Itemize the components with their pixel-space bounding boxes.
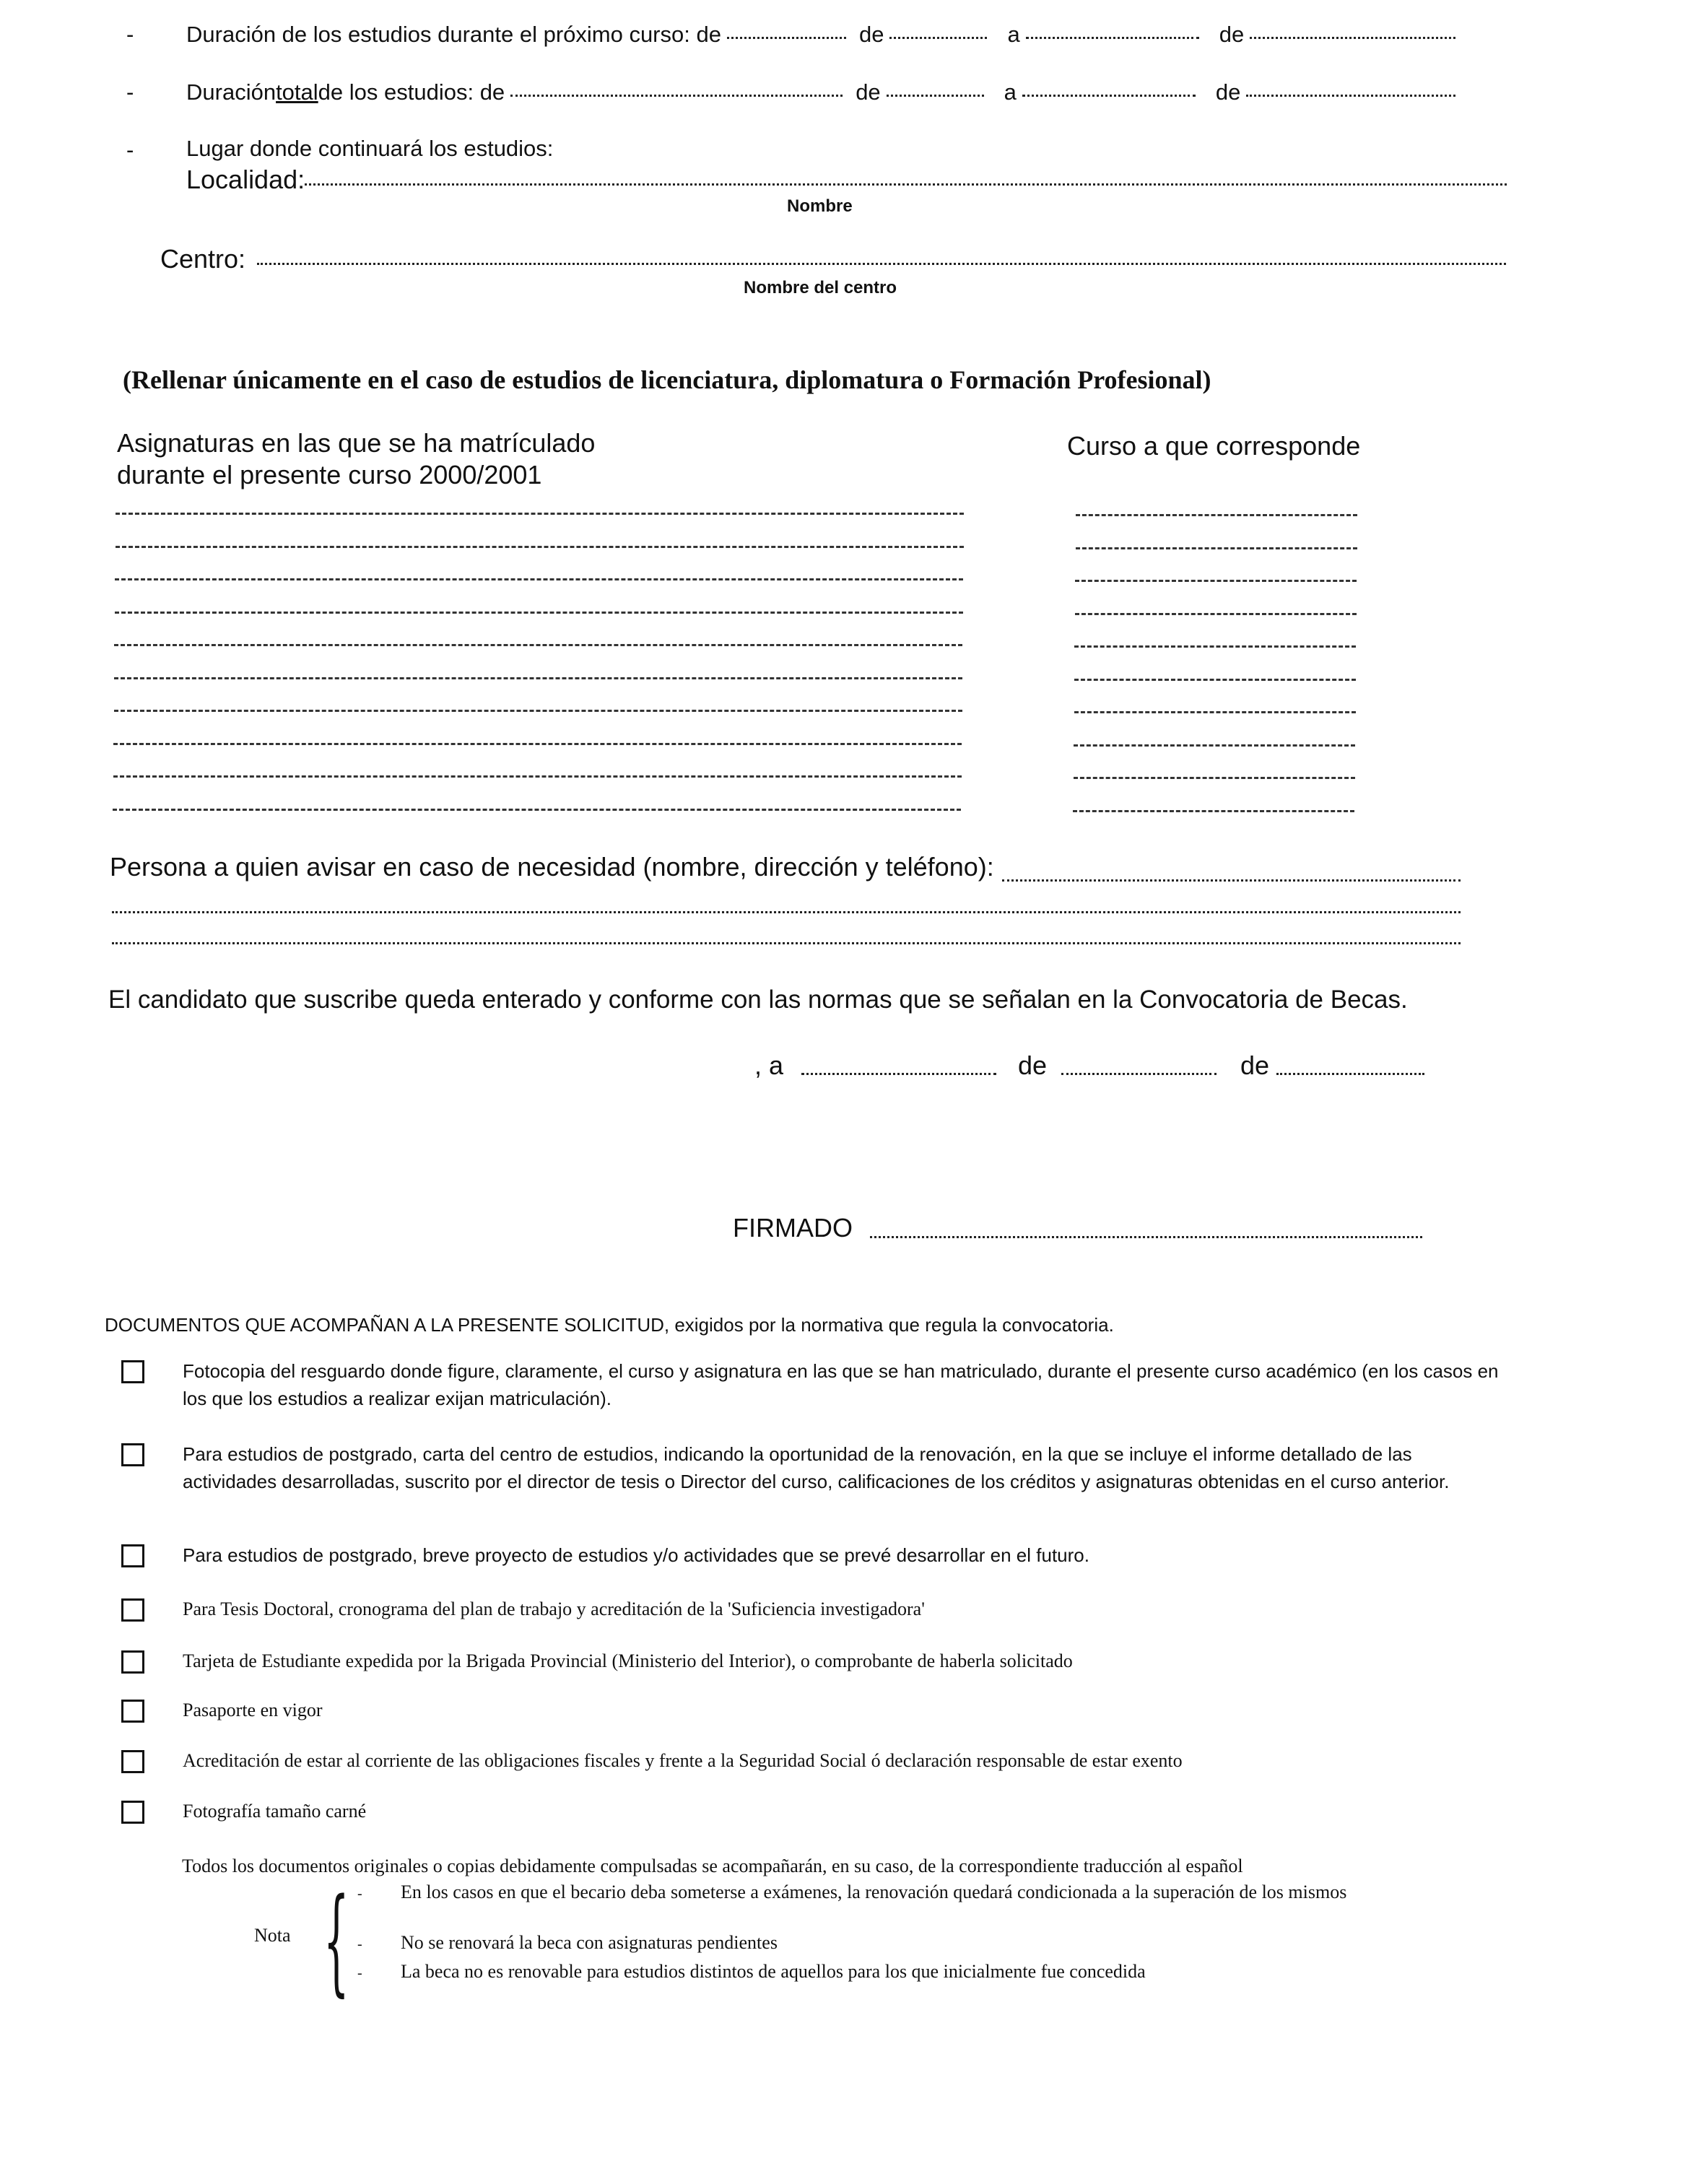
duracion-total-to-field[interactable] <box>1022 95 1196 97</box>
persona-field-line-1[interactable] <box>1002 879 1461 882</box>
document-item-text: Fotografía tamaño carné <box>183 1801 367 1822</box>
centro-field[interactable] <box>257 263 1506 265</box>
localidad-label: Localidad: <box>186 165 305 194</box>
localidad-field[interactable] <box>305 183 1507 186</box>
asignatura-field[interactable] <box>113 775 962 778</box>
asignatura-field[interactable] <box>115 578 963 580</box>
left-header-line2: durante el presente curso 2000/2001 <box>117 460 542 490</box>
curso-field[interactable] <box>1074 711 1356 713</box>
asignaturas-left-header <box>117 427 595 491</box>
nota-dash: - <box>357 1936 362 1952</box>
document-checkbox[interactable] <box>121 1650 144 1674</box>
a-label: a <box>1007 22 1020 47</box>
document-checkbox[interactable] <box>121 1801 144 1824</box>
asignatura-field[interactable] <box>115 612 963 614</box>
document-item-text: Acreditación de estar al corriente de las obligaciones fiscales y frente a la Seguridad Social ó declaración responsable de estar exento <box>183 1750 1183 1771</box>
curso-field[interactable] <box>1074 645 1356 648</box>
duracion-total-to-year-field[interactable] <box>1246 95 1455 97</box>
persona-field-line-3[interactable] <box>112 942 1461 944</box>
nota-item-1: En los casos en que el becario deba someterse a exámenes, la renovación quedará condicionada a la superación de los mismos <box>401 1881 1347 1902</box>
centro-row <box>160 244 1512 274</box>
document-item-text: Fotocopia del resguardo donde figure, claramente, el curso y asignatura en las que se han matriculado, durante el presente curso académico (en los casos en los que los estudios a realizar exijan matriculación). <box>183 1360 1499 1409</box>
asignatura-field[interactable] <box>116 546 964 548</box>
duracion-proximo-from-year-field[interactable] <box>889 37 987 39</box>
left-header-line1: Asignaturas en las que se ha matrículado <box>117 428 596 458</box>
document-item-text: Tarjeta de Estudiante expedida por la Brigada Provincial (Ministerio del Interior), o comprobante de haberla solicitado <box>183 1650 1073 1671</box>
document-checkbox[interactable] <box>121 1598 144 1622</box>
curso-field[interactable] <box>1073 810 1354 812</box>
de-label: de <box>1219 22 1245 47</box>
curso-field[interactable] <box>1075 613 1357 615</box>
curso-field[interactable] <box>1075 580 1357 582</box>
de-label: de <box>856 79 881 105</box>
asignatura-field[interactable] <box>114 710 962 712</box>
conformidad-text: El candidato que suscribe queda enterado y conforme con las normas que se señalan en la Convocatoria de Becas. <box>108 986 1408 1014</box>
firmado-label: FIRMADO <box>733 1213 853 1243</box>
nota-item-2: No se renovará la beca con asignaturas pendientes <box>401 1932 778 1953</box>
fecha-mes-field[interactable] <box>1276 1073 1424 1075</box>
asignatura-field[interactable] <box>114 644 962 646</box>
fecha-a-label: , a <box>754 1050 784 1080</box>
persona-field-line-2[interactable] <box>112 911 1461 913</box>
notas-intro: Todos los documentos originales o copias debidamente compulsadas se acompañarán, en su caso, de la correspondiente traducción al español <box>182 1855 1243 1876</box>
duracion-total-from-year-field[interactable] <box>887 95 984 97</box>
document-checkbox[interactable] <box>121 1700 144 1723</box>
document-item-text: Pasaporte en vigor <box>183 1700 323 1720</box>
duracion-proximo-from-field[interactable] <box>727 37 846 39</box>
localidad-row <box>186 165 1513 195</box>
localidad-caption: Nombre <box>787 196 853 216</box>
document-item-text: Para estudios de postgrado, carta del centro de estudios, indicando la oportunidad de la renovación, en la que se incluye el informe detallado de las actividades desarrolladas, suscrito por el director de tesis o Director del curso, calificaciones de los créditos y asignaturas obtenidas en el curso anterior. <box>183 1443 1450 1492</box>
duracion-proximo-row <box>186 22 1461 48</box>
asignatura-field[interactable] <box>113 743 962 745</box>
document-item-text: Para estudios de postgrado, breve proyecto de estudios y/o actividades que se prevé desarrollar en el futuro. <box>183 1544 1089 1566</box>
documentos-title-rest: exigidos por la normativa que regula la convocatoria. <box>669 1314 1114 1336</box>
nota-dash: - <box>357 1886 362 1902</box>
nota-label: Nota <box>254 1925 291 1946</box>
document-checkbox[interactable] <box>121 1360 144 1383</box>
duracion-proximo-to-year-field[interactable] <box>1250 37 1455 39</box>
fecha-de2-label: de <box>1240 1050 1270 1080</box>
duracion-total-label-pre: Duración <box>186 79 277 105</box>
duracion-total-label-underlined: total <box>276 79 318 105</box>
document-checkbox[interactable] <box>121 1544 144 1567</box>
duracion-total-row <box>186 79 1461 105</box>
de-label: de <box>1215 79 1241 105</box>
asignatura-field[interactable] <box>113 809 961 811</box>
curso-field[interactable] <box>1074 679 1356 681</box>
bullet-dash: - <box>126 137 134 162</box>
curso-field[interactable] <box>1074 777 1355 779</box>
duracion-proximo-to-field[interactable] <box>1026 37 1199 39</box>
asignaturas-heading: (Rellenar únicamente en el caso de estudios de licenciatura, diplomatura o Formación Profesional) <box>123 365 1211 394</box>
documentos-title <box>105 1314 1114 1336</box>
curso-field[interactable] <box>1074 744 1355 747</box>
duracion-total-from-field[interactable] <box>510 95 843 97</box>
document-checkbox[interactable] <box>121 1750 144 1773</box>
duracion-total-label-post: de los estudios: de <box>318 79 505 105</box>
bullet-dash: - <box>126 79 134 105</box>
document-item-text: Para Tesis Doctoral, cronograma del plan de trabajo y acreditación de la 'Suficiencia investigadora' <box>183 1598 925 1619</box>
curso-field[interactable] <box>1076 514 1357 516</box>
fecha-de1-label: de <box>1018 1050 1048 1080</box>
lugar-label: Lugar donde continuará los estudios: <box>186 136 554 161</box>
persona-label: Persona a quien avisar en caso de necesidad (nombre, dirección y teléfono): <box>110 852 994 882</box>
fecha-dia-field[interactable] <box>1061 1073 1217 1075</box>
asignatura-field[interactable] <box>114 677 962 679</box>
asignaturas-right-header: Curso a que corresponde <box>1067 431 1361 461</box>
fecha-lugar-field[interactable] <box>801 1073 996 1075</box>
centro-caption: Nombre del centro <box>744 278 897 297</box>
document-checkbox[interactable] <box>121 1443 144 1466</box>
a-label: a <box>1004 79 1017 105</box>
nota-brace-icon: { <box>323 1873 349 2008</box>
asignatura-field[interactable] <box>116 513 964 515</box>
nota-dash: - <box>357 1965 362 1981</box>
nota-item-3: La beca no es renovable para estudios distintos de aquellos para los que inicialmente fue concedida <box>401 1961 1146 1982</box>
duracion-proximo-label: Duración de los estudios durante el próximo curso: de <box>186 22 721 47</box>
bullet-dash: - <box>126 22 134 47</box>
documentos-title-caps: DOCUMENTOS QUE ACOMPAÑAN A LA PRESENTE SOLICITUD, <box>105 1314 670 1336</box>
de-label: de <box>858 22 884 47</box>
centro-label: Centro: <box>160 244 246 274</box>
firma-field[interactable] <box>870 1236 1422 1238</box>
curso-field[interactable] <box>1076 547 1357 549</box>
